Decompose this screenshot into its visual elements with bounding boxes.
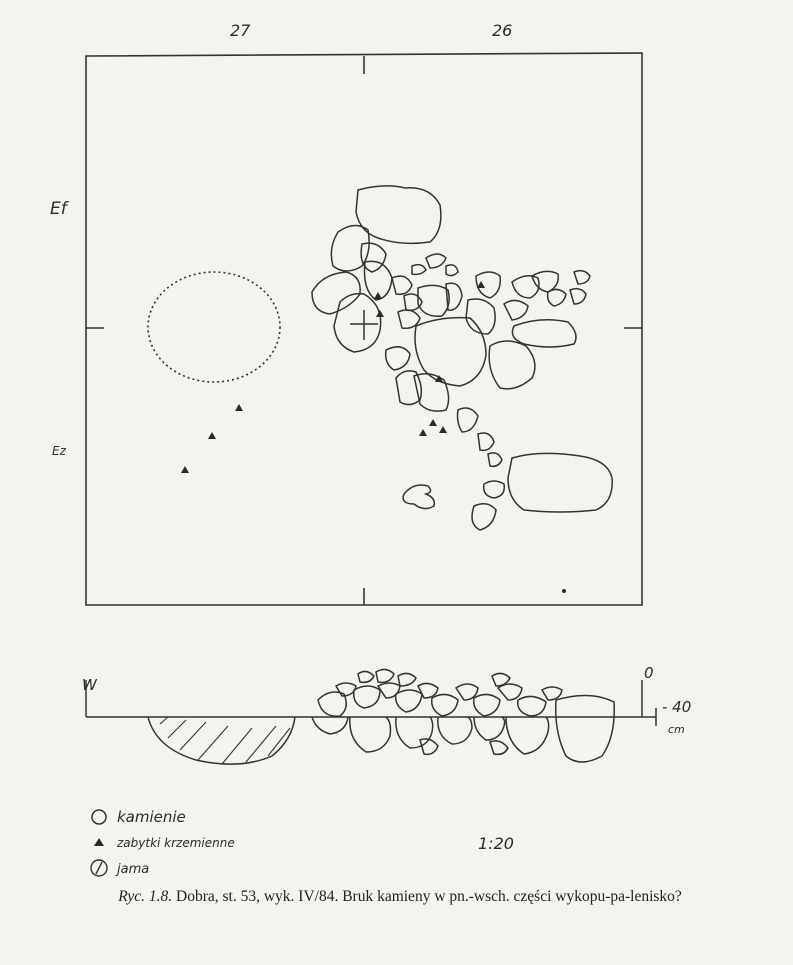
legend-pit: jama bbox=[117, 862, 150, 877]
section-depth: - 40 bbox=[662, 698, 692, 716]
figure-caption bbox=[40, 887, 760, 906]
caption-text: Dobra, st. 53, wyk. IV/84. Bruk kamieny w pn.-wsch. części wykopu-pa-lenisko? bbox=[176, 888, 682, 905]
legend-flint: zabytki krzemienne bbox=[117, 836, 235, 850]
section-profile bbox=[86, 669, 656, 764]
pit-legend-icon bbox=[91, 860, 107, 876]
section-label-w: W bbox=[82, 676, 97, 694]
caption-label: Ryc. 1.8. bbox=[118, 888, 173, 905]
scale-label: 1:20 bbox=[478, 834, 514, 853]
flint-finds bbox=[181, 281, 566, 593]
grid-label-27: 27 bbox=[230, 21, 251, 40]
section-unit: cm bbox=[668, 723, 685, 736]
section-label-zero: 0 bbox=[644, 664, 654, 682]
legend-stones: kamienie bbox=[117, 808, 186, 826]
pit-outline bbox=[148, 272, 280, 382]
stone-legend-icon bbox=[92, 810, 106, 824]
flint-legend-icon bbox=[94, 838, 104, 846]
stones-plan bbox=[312, 186, 612, 530]
grid-label-ef: Ef bbox=[50, 199, 67, 219]
grid-label-ez: Ez bbox=[52, 444, 66, 458]
grid-label-26: 26 bbox=[492, 21, 513, 40]
legend bbox=[91, 808, 235, 877]
